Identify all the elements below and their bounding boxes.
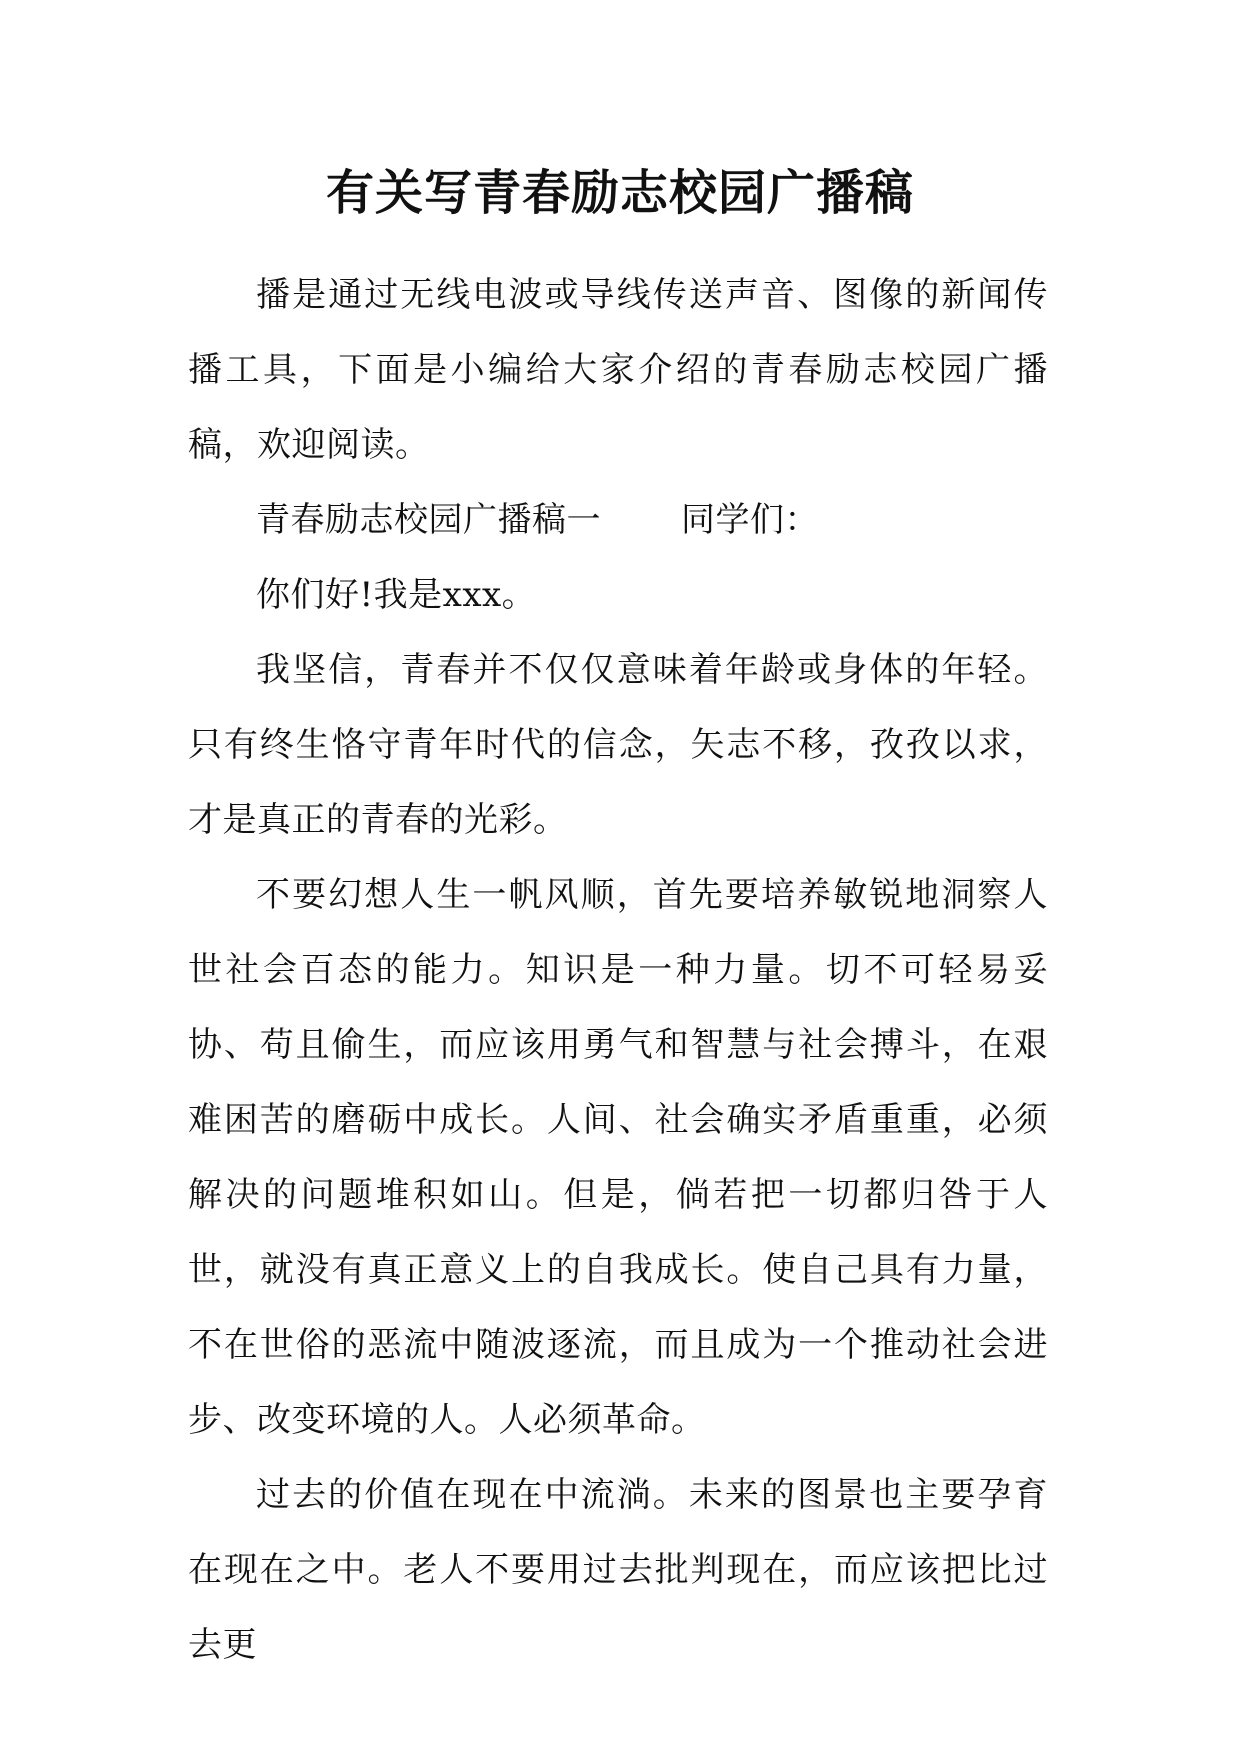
document-title: 有关写青春励志校园广播稿 — [325, 165, 914, 221]
paragraph-belief: 我坚信，青春并不仅仅意味着年龄或身体的年轻。只有终生恪守青年时代的信念，矢志不移，孜孜以求，才是真正的青春的光彩。 — [188, 650, 1048, 840]
paragraph-growth: 不要幻想人生一帆风顺，首先要培养敏锐地洞察人世社会百态的能力。知识是一种力量。切不可轻易妥协、苟且偷生，而应该用勇气和智慧与社会搏斗，在艰难困苦的磨砺中成长。人间、社会确实矛盾重重，必须解决的问题堆积如山。但是，倘若把一切都归咎于人世，就没有真正意义上的自我成长。使自己具有力量，不在世俗的恶流中随波逐流，而且成为一个推动社会进步、改变环境的人。人必须革命。 — [188, 875, 1048, 1440]
paragraph-past-value: 过去的价值在现在中流淌。未来的图景也主要孕育在现在之中。老人不要用过去批判现在，而应该把比过去更 — [188, 1475, 1048, 1665]
paragraph-greeting: 你们好!我是xxx。 — [256, 575, 537, 615]
greeting: 同学们： — [681, 500, 819, 540]
paragraph-section-heading — [188, 483, 1048, 558]
paragraph-intro: 播是通过无线电波或导线传送声音、图像的新闻传播工具，下面是小编给大家介绍的青春励志校园广播稿，欢迎阅读。 — [188, 275, 1048, 465]
section-heading: 青春励志校园广播稿一 — [256, 500, 601, 540]
